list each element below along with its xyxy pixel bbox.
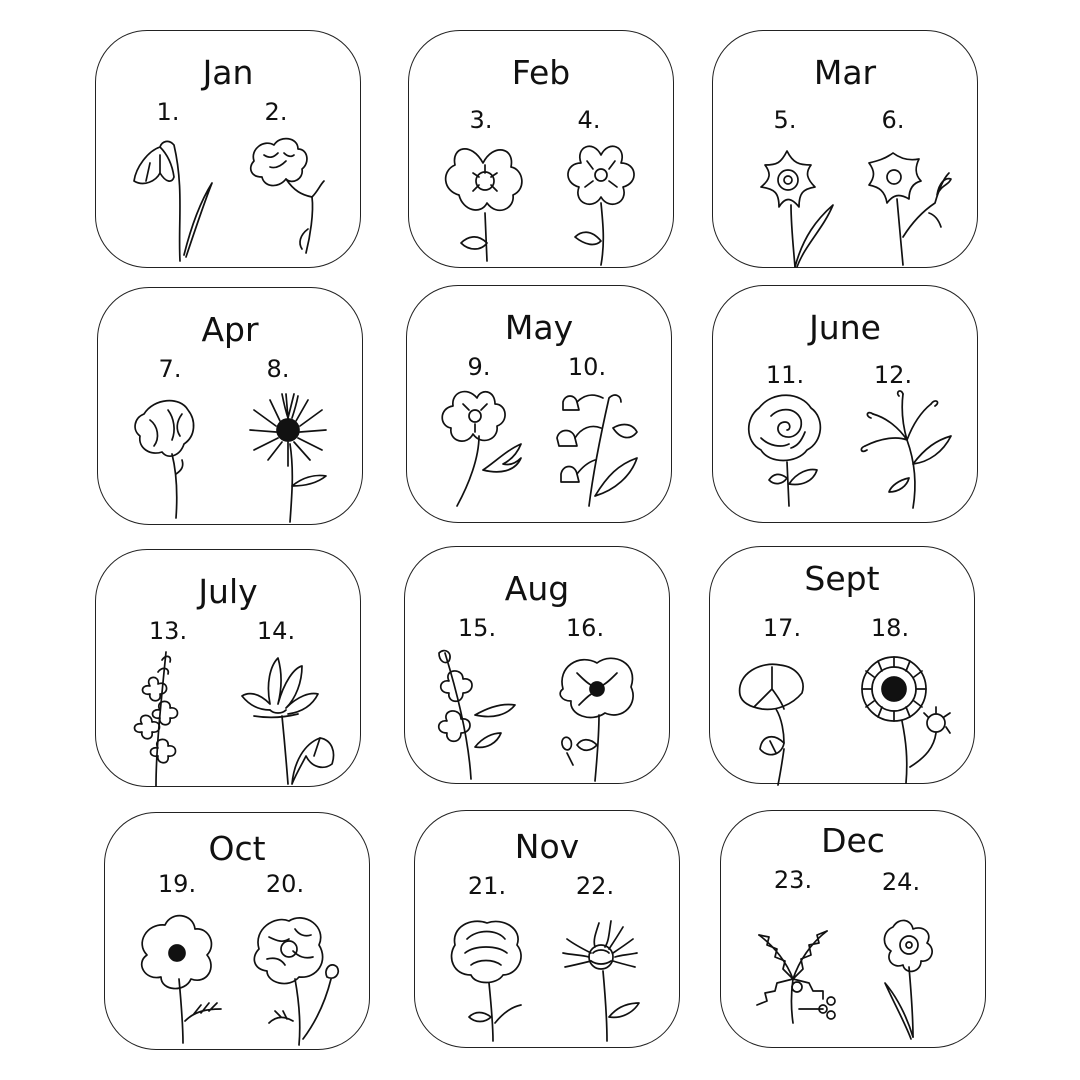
lily-of-the-valley-icon [551, 388, 647, 514]
month-label: June [809, 308, 881, 347]
month-card-july [95, 549, 361, 787]
month-label: Nov [514, 827, 580, 866]
aster-icon [854, 649, 950, 775]
month-card-jan [95, 30, 361, 268]
flower-number: 2. [264, 98, 288, 126]
month-label: Oct [208, 829, 266, 868]
flower-number: 11. [765, 361, 805, 389]
month-card-oct [104, 812, 370, 1050]
month-card-apr [97, 287, 363, 525]
flower-number: 13. [148, 617, 188, 645]
flower-number: 12. [873, 361, 913, 389]
flower-number: 16. [565, 614, 605, 642]
flower-number: 17. [762, 614, 802, 642]
daffodil-icon [739, 133, 835, 259]
sweet-pea-icon [124, 390, 220, 516]
flower-number: 7. [158, 355, 182, 383]
primrose-icon [553, 133, 649, 259]
flower-number: 1. [156, 98, 180, 126]
flower-number: 22. [575, 872, 615, 900]
flower-number: 4. [577, 106, 601, 134]
flower-number: 14. [256, 617, 296, 645]
larkspur-icon [122, 652, 218, 778]
cosmos-icon [131, 915, 227, 1041]
water-lily-icon [240, 652, 336, 778]
month-label: Sept [804, 559, 880, 598]
morning-glory-icon [736, 649, 832, 775]
month-label: May [504, 308, 574, 347]
month-label: Aug [504, 569, 570, 608]
honeysuckle-icon [857, 388, 953, 514]
violet-icon [435, 133, 531, 259]
flower-number: 19. [157, 870, 197, 898]
flower-number: 21. [467, 872, 507, 900]
daisy-icon [242, 390, 338, 516]
marigold-icon [249, 915, 345, 1041]
flower-number: 24. [881, 868, 921, 896]
snowdrop-icon [122, 133, 218, 259]
flower-number: 18. [870, 614, 910, 642]
hawthorn-icon [433, 388, 529, 514]
month-card-june [712, 285, 978, 523]
flower-number: 3. [469, 106, 493, 134]
flower-number: 8. [266, 355, 290, 383]
narcissus-icon [865, 913, 961, 1039]
month-card-sept [709, 546, 975, 784]
flower-number: 15. [457, 614, 497, 642]
flower-number: 20. [265, 870, 305, 898]
poppy-icon [549, 649, 645, 775]
flower-number: 23. [773, 866, 813, 894]
flower-number: 10. [567, 353, 607, 381]
month-label: Dec [821, 821, 885, 860]
month-label: July [198, 572, 258, 611]
month-label: Jan [202, 53, 254, 92]
month-card-nov [414, 810, 680, 1048]
month-card-dec [720, 810, 986, 1048]
flower-number: 5. [773, 106, 797, 134]
peony-icon [441, 913, 537, 1039]
month-label: Feb [511, 53, 571, 92]
gladiolus-icon [431, 649, 527, 775]
flower-number: 9. [467, 353, 491, 381]
month-card-aug [404, 546, 670, 784]
carnation-icon [240, 133, 336, 259]
month-label: Mar [813, 53, 877, 92]
month-label: Apr [201, 310, 259, 349]
month-card-may [406, 285, 672, 523]
month-card-feb [408, 30, 674, 268]
flower-number: 6. [881, 106, 905, 134]
holly-icon [747, 913, 843, 1039]
rose-icon [739, 388, 835, 514]
month-card-mar [712, 30, 978, 268]
jonquil-icon [857, 133, 953, 259]
chrysanthemum-icon [559, 913, 655, 1039]
